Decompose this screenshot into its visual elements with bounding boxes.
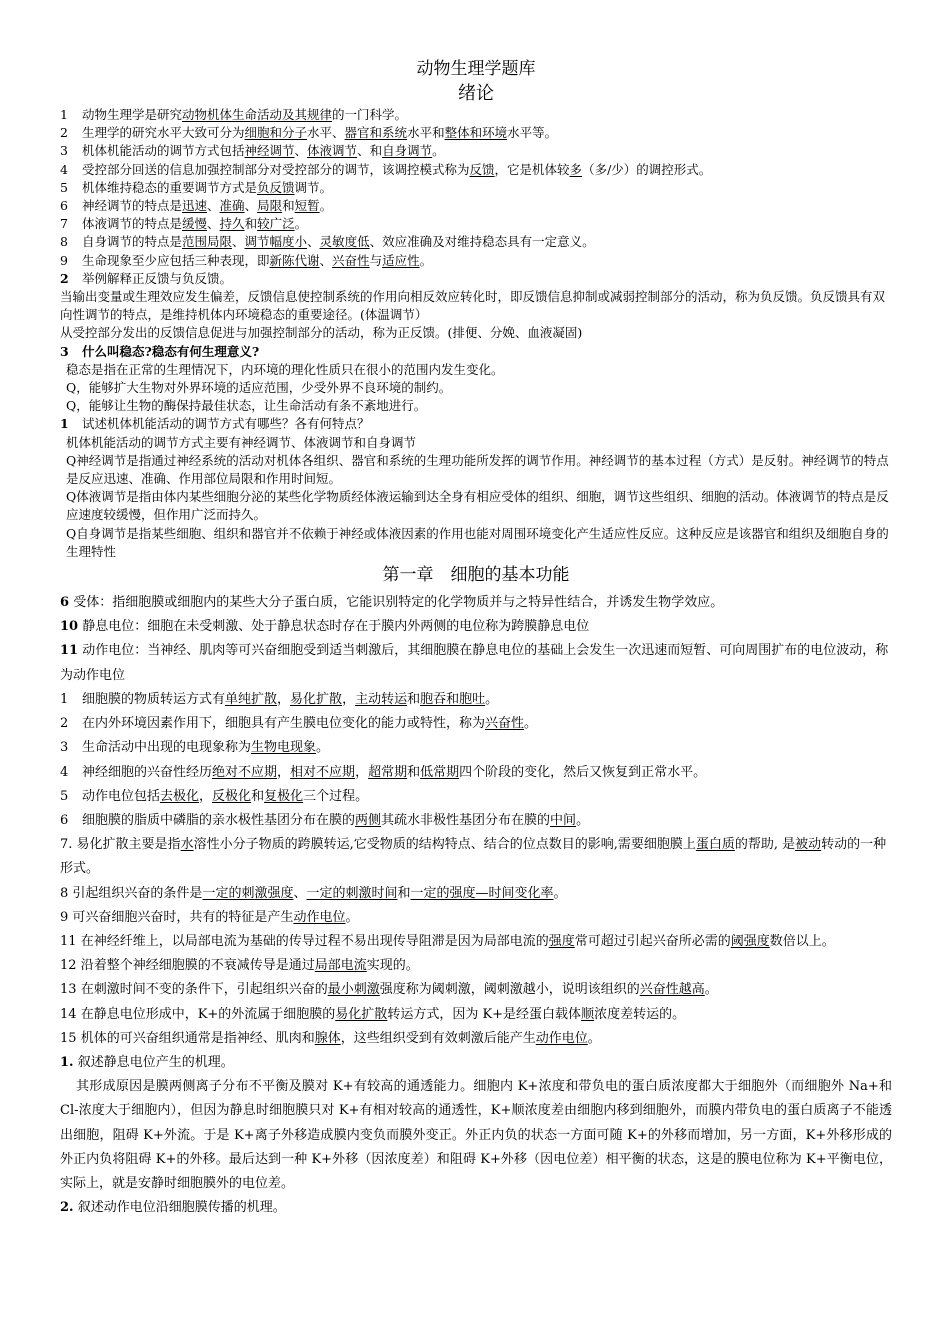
question-text: 。 (294, 216, 308, 232)
def-resting-potential (60, 615, 892, 639)
fill-question (60, 1027, 892, 1051)
answer-blank: 一定的刺激时间 (306, 885, 398, 901)
chapter1-fill-list-2 (60, 833, 892, 1051)
answer-blank: 主动转运 (355, 691, 408, 707)
answer-blank: 动物机体生命活动及其规律 (182, 107, 333, 122)
essay-2 (60, 1196, 892, 1220)
answer-blank: 器官和系统 (344, 125, 408, 141)
question-text: 。 (485, 691, 499, 707)
question-number: 6 (60, 812, 69, 828)
answer-blank: 局限 (257, 198, 283, 214)
def-text: 受体：指细胞膜或细胞内的某些大分子蛋白质，它能识别特定的化学物质并与之特异性结合，并诱发生物学效应。 (73, 595, 724, 611)
answer-blank: 水 (180, 837, 194, 853)
question-text: 。 (316, 740, 330, 756)
def-number: 6 (60, 595, 70, 611)
intro-heading: 绪论 (458, 83, 494, 104)
answer-blank: 单纯扩散 (225, 691, 278, 707)
answer-blank: 整体和环境 (444, 125, 508, 141)
question-text: 、 (319, 252, 333, 268)
question-text: 、 (307, 234, 320, 250)
answer-blank: 动作电位 (293, 909, 346, 925)
answer-blank: 兴奋性 (485, 716, 525, 732)
answer-blank: 负反馈 (257, 179, 295, 195)
question-text: ， (355, 764, 369, 780)
question-number: 7 (60, 216, 68, 232)
question-text: 。 (432, 143, 445, 159)
question-text: 生命现象至少应包括三种表现，即 (82, 252, 270, 268)
question-text: 。 (704, 982, 718, 998)
question-number: 15 (60, 1030, 77, 1046)
question-text: 、 (244, 198, 258, 214)
question-number: 5 (60, 179, 68, 195)
answer-blank: 中间 (550, 812, 577, 828)
question-text: 生理学的研究水平大致可分为 (82, 125, 245, 141)
question-text: 和 (407, 764, 421, 780)
fill-question (60, 215, 892, 233)
question-text: 转动的一种形式。 (60, 837, 887, 877)
question-text: 常可超过引起兴奋所必需的 (574, 933, 731, 949)
question-text: 的一门科学。 (332, 107, 408, 122)
answer-blank: 体液调节 (307, 143, 358, 159)
question-text: 和 (244, 216, 258, 232)
fill-question (60, 809, 892, 833)
answer-blank: 迅速 (182, 198, 208, 214)
question-text: 浓度差转运的。 (594, 1006, 686, 1022)
question-text: 易化扩散主要是指 (76, 837, 181, 853)
question-text: 动作电位包括 (82, 788, 161, 804)
fill-question (60, 736, 892, 760)
question-text: 在刺激时间不变的条件下，引起组织兴奋的 (80, 982, 328, 998)
fill-question (60, 233, 892, 251)
answer-blank: 反馈 (469, 161, 495, 177)
question-number: 3 (60, 343, 69, 359)
question-text: 、 (207, 198, 220, 214)
question-text: 自身调节的特点是 (82, 234, 183, 250)
answer-blank: 准确 (219, 198, 245, 214)
document-page (60, 52, 892, 1220)
question-number: 9 (60, 909, 69, 925)
question-text: 动物生理学是研究 (82, 107, 183, 122)
question-number: 3 (60, 740, 69, 756)
essay-number: 2. (60, 1200, 74, 1216)
question-text: 水平、 (307, 125, 345, 141)
intro-q3-answer-3: Q，能够让生物的酶保持最佳状态，让生命活动有条不紊地进行。 (66, 398, 427, 414)
answer-blank: 自身调节 (382, 143, 433, 159)
def-text: 静息电位：细胞在未受刺激、处于静息状态时存在于膜内外两侧的电位称为跨膜静息电位 (82, 619, 590, 635)
question-text: 在内外环境因素作用下，细胞具有产生膜电位变化的能力或特性，称为 (82, 716, 486, 732)
answer-blank: 反极化 (212, 788, 252, 804)
chapter1-heading: 第一章 细胞的基本功能 (382, 565, 570, 586)
question-number: 4 (60, 764, 69, 780)
question-text: 四个阶段的变化，然后又恢复到正常水平。 (459, 764, 707, 780)
fill-question (60, 785, 892, 809)
question-text: 。 (553, 885, 567, 901)
answer-blank: 一定的强度—时间变化率 (410, 885, 554, 901)
answer-blank: 灵敏度低 (319, 234, 370, 250)
intro-section (60, 106, 892, 561)
answer-blank: 多 (569, 161, 583, 177)
question-text: ，它是机体较 (494, 161, 570, 177)
question-text: 。 (524, 716, 538, 732)
def-action-potential (60, 639, 892, 687)
question-number: 8 (60, 234, 68, 250)
essay-text: 叙述动作电位沿细胞膜传播的机理。 (77, 1200, 286, 1216)
question-text: 引起组织兴奋的条件是 (72, 885, 203, 901)
answer-blank: 相对不应期 (290, 764, 356, 780)
question-number: 1 (60, 107, 68, 122)
question-number: 1 (60, 691, 69, 707)
def-receptor (60, 591, 892, 615)
fill-question (60, 1003, 892, 1027)
chapter1-fill-list (60, 688, 892, 833)
question-text: 神经细胞的兴奋性经历 (82, 764, 213, 780)
answer-blank: 缓慢 (182, 216, 208, 232)
question-text: 、 (232, 234, 245, 250)
fill-question (60, 906, 892, 930)
essay-number: 1. (60, 1054, 74, 1070)
question-number: 11 (60, 933, 77, 949)
question-text: 举例解释正反馈与负反馈。 (82, 270, 233, 286)
chapter1-section (60, 591, 892, 1220)
question-text: 、效应准确及对维持稳态具有一定意义。 (369, 234, 595, 250)
answer-blank: 强度 (548, 933, 575, 949)
answer-blank: 范围局限 (182, 234, 233, 250)
question-number: 14 (60, 1006, 77, 1022)
question-text: 细胞膜的物质转运方式有 (82, 691, 226, 707)
intro-q3-answer-2: Q，能够扩大生物对外界环境的适应范围，少受外界不良环境的制约。 (66, 380, 452, 396)
question-text: （多/少）的调控形式。 (582, 161, 712, 177)
question-number: 1 (60, 416, 69, 432)
question-text: 强度称为阈刺激，阈刺激越小，说明该组织的 (379, 982, 640, 998)
answer-blank: 动作电位 (535, 1030, 588, 1046)
answer-blank: 兴奋性越高 (639, 982, 705, 998)
question-text: 神经调节的特点是 (82, 198, 183, 214)
document-title: 动物生理学题库 (416, 59, 536, 79)
question-text: 调节。 (294, 179, 333, 195)
def-text: 动作电位：当神经、肌肉等可兴奋细胞受到适当刺激后，其细胞膜在静息电位的基础上会发生一次迅速而短暂、可向周围扩布的电位波动，称为动作电位 (60, 643, 889, 683)
intro-fill-list (60, 106, 892, 270)
answer-blank: 顺 (581, 1006, 595, 1022)
question-text: 细胞膜的脂质中磷脂的亲水极性基团分布在膜的 (82, 812, 356, 828)
question-number: 12 (60, 958, 77, 974)
intro-q2-answer-1: 当输出变量或生理效应发生偏差，反馈信息使控制系统的作用向相反效应转化时，即反馈信息抑制或减弱控制部分的活动，称为负反馈。负反馈具有双向性调节的特点，是维持机体内环境稳态的重要途径。(体温调节） (60, 289, 886, 323)
answer-blank: 调节幅度小 (244, 234, 308, 250)
question-text: 和 (407, 691, 421, 707)
question-text: 溶性小分子物质的跨膜转运,它受物质的结构特点、结合的位点数目的影响,需要细胞膜上 (193, 837, 696, 853)
question-text: ， (199, 788, 213, 804)
answer-blank: 易化扩散 (335, 1006, 388, 1022)
question-text: 。 (587, 1030, 601, 1046)
answer-blank: 两侧 (355, 812, 382, 828)
question-text: 机体的可兴奋组织通常是指神经、肌肉和 (80, 1030, 315, 1046)
answer-blank: 胞吞和胞吐 (420, 691, 486, 707)
question-text: 试述机体机能活动的调节方式有哪些？各有何特点？ (82, 416, 370, 432)
question-text: 、和 (357, 143, 383, 159)
question-text: 生命活动中出现的电现象称为 (82, 740, 252, 756)
essay-1 (60, 1051, 892, 1075)
answer-blank: 低常期 (420, 764, 460, 780)
intro-q1-answer-3: Q体液调节是指由体内某些细胞分泌的某些化学物质经体液运输到达全身有相应受体的组织、细胞，调节这些组织、细胞的活动。体液调节的特点是反应速度较缓慢，但作用广泛而持久。 (66, 489, 889, 523)
question-text: 。 (576, 812, 590, 828)
question-number: 6 (60, 198, 68, 214)
def-number: 10 (60, 619, 79, 635)
question-text: ， (277, 764, 291, 780)
intro-q2-answer-2: 从受控部分发出的反馈信息促进与加强控制部分的活动，称为正反馈。(排便、分娩、血液凝固) (60, 325, 583, 341)
question-number: 7. (60, 837, 73, 853)
intro-q3-answer-1: 稳态是指在正常的生理情况下，内环境的理化性质只在很小的范围内发生变化。 (66, 361, 504, 377)
question-text: 在神经纤维上，以局部电流为基础的传导过程不易出现传导阻滞是因为局部电流的 (80, 933, 549, 949)
fill-question (60, 179, 892, 197)
fill-question (60, 161, 892, 179)
answer-blank: 易化扩散 (290, 691, 343, 707)
answer-blank: 去极化 (160, 788, 200, 804)
question-text: 转运方式，因为 K+是经蛋白载体 (387, 1006, 582, 1022)
answer-blank: 较广泛 (257, 216, 295, 232)
answer-blank: 新陈代谢 (269, 252, 320, 268)
question-text: 在静息电位形成中，K+的外流属于细胞膜的 (80, 1006, 336, 1022)
question-text: 实现的。 (366, 958, 419, 974)
fill-question (60, 761, 892, 785)
question-text: 数倍以上。 (769, 933, 835, 949)
question-text: 的帮助, 是 (734, 837, 796, 853)
answer-blank: 超常期 (368, 764, 408, 780)
answer-blank: 绝对不应期 (212, 764, 278, 780)
question-text: 、 (207, 216, 220, 232)
question-number: 5 (60, 788, 69, 804)
fill-question (60, 197, 892, 215)
intro-q1-answer-4: Q自身调节是指某些细胞、组织和器官并不依赖于神经或体液因素的作用也能对周围环境变化产生适应性反应。这种反应是该器官和组织及细胞自身的生理特性 (66, 525, 889, 559)
question-text: 、 (293, 885, 307, 901)
answer-blank: 生物电现象 (251, 740, 317, 756)
question-number: 2 (60, 270, 69, 286)
question-text: 。 (345, 909, 359, 925)
question-text: 水平和 (407, 125, 445, 141)
answer-blank: 一定的刺激强度 (202, 885, 294, 901)
fill-question (60, 142, 892, 160)
question-text: 体液调节的特点是 (82, 216, 183, 232)
question-text: 受控部分回送的信息加强控制部分对受控部分的调节，该调控模式称为 (82, 161, 470, 177)
answer-blank: 最小刺激 (327, 982, 380, 998)
question-text: ，这些组织受到有效刺激后能产生 (340, 1030, 536, 1046)
answer-blank: 被动 (795, 837, 822, 853)
answer-blank: 局部电流 (314, 958, 367, 974)
fill-question (60, 106, 892, 124)
question-text: 和 (251, 788, 265, 804)
fill-question (60, 252, 892, 270)
question-number: 13 (60, 982, 77, 998)
question-text: ， (277, 691, 291, 707)
intro-q1-answer-2: Q神经调节是指通过神经系统的活动对机体各组织、器官和系统的生理功能所发挥的调节作用。神经调节的基本过程（方式）是反射。神经调节的特点是反应迅速、准确、作用部位局限和作用时间短。 (66, 452, 889, 487)
question-text: 其疏水非极性基团分布在膜的 (381, 812, 551, 828)
essay-1-answer: 其形成原因是膜两侧离子分布不平衡及膜对 K+有较高的通透能力。细胞内 K+浓度和带负电的蛋白质浓度都大于细胞外（而细胞外 Na+和 Cl-浓度大于细胞内），但因为静息时细胞膜只对 K+有相对较高的通透性，K+顺浓度差由细胞内移到细胞外，而膜内带负电的蛋白质离子不能透出细胞，阻碍 K+外流。于是 K+离子外移造成膜内变负而膜外变正。外正内负的状态一方面可随 K+的外移而增加，另一方面，K+外移形成的外正内负将阻碍 K+的外移。最后达到一种 K+外移（因浓度差）和阻碍 K+外移（因电位差）相平衡的状态，这是的膜电位称为 K+平衡电位，实际上，就是安静时细胞膜外的电位差。 (60, 1079, 892, 1191)
question-number: 2 (60, 125, 68, 141)
fill-question (60, 930, 892, 954)
question-text: 水平等。 (507, 125, 558, 141)
question-text: 什么叫稳态?稳态有何生理意义? (82, 343, 260, 359)
question-text: 。 (419, 252, 433, 268)
question-text: ， (342, 691, 356, 707)
question-text: 沿着整个神经细胞膜的不衰减传导是通过 (80, 958, 315, 974)
question-number: 4 (60, 161, 68, 177)
essay-text: 叙述静息电位产生的机理。 (77, 1054, 234, 1070)
fill-question (60, 688, 892, 712)
answer-blank: 复极化 (264, 788, 304, 804)
intro-q3 (60, 343, 892, 361)
fill-question (60, 712, 892, 736)
question-text: 、 (294, 143, 308, 159)
intro-q1-answer-1: 机体机能活动的调节方式主要有神经调节、体液调节和自身调节 (66, 434, 417, 450)
fill-question (60, 124, 892, 142)
answer-blank: 短暂 (294, 198, 320, 214)
intro-q1 (60, 415, 892, 433)
answer-blank: 神经调节 (244, 143, 295, 159)
answer-blank: 持久 (219, 216, 245, 232)
question-text: 与 (369, 252, 383, 268)
def-number: 11 (60, 643, 79, 659)
question-text: 可兴奋细胞兴奋时，共有的特征是产生 (72, 909, 294, 925)
question-text: 机体维持稳态的重要调节方式是 (82, 179, 258, 195)
question-text: 三个过程。 (303, 788, 369, 804)
answer-blank: 蛋白质 (695, 837, 735, 853)
fill-question (60, 882, 892, 906)
question-text: 。 (319, 198, 333, 214)
question-text: 和 (282, 198, 295, 214)
question-number: 3 (60, 143, 68, 159)
answer-blank: 细胞和分子 (244, 125, 308, 141)
question-number: 9 (60, 252, 68, 268)
answer-blank: 兴奋性 (332, 252, 370, 268)
fill-question (60, 954, 892, 978)
question-text: 和 (397, 885, 411, 901)
question-number: 2 (60, 716, 69, 732)
question-text: 机体机能活动的调节方式包括 (82, 143, 245, 159)
answer-blank: 阈强度 (730, 933, 770, 949)
answer-blank: 腺体 (314, 1030, 341, 1046)
intro-q2 (60, 270, 892, 288)
question-number: 8 (60, 885, 69, 901)
fill-question (60, 978, 892, 1002)
fill-question (60, 833, 892, 881)
answer-blank: 适应性 (382, 252, 420, 268)
